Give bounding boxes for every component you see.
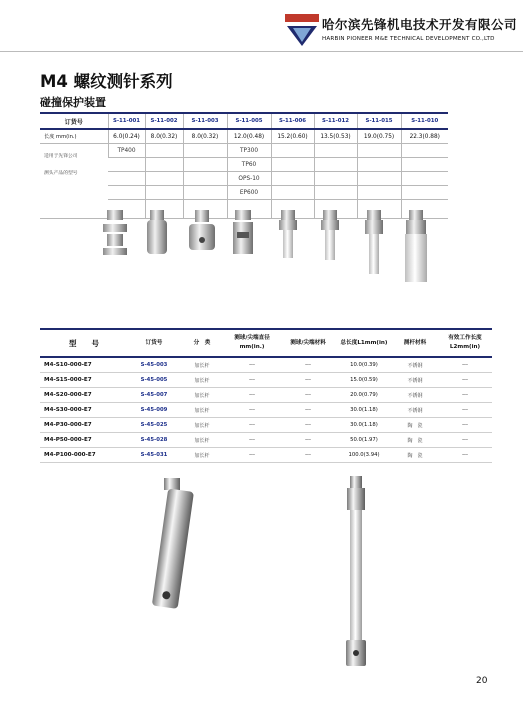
category-cell: 加长杆 [180, 403, 224, 418]
probe-image [233, 210, 253, 254]
ball-material-cell: --- [280, 373, 336, 388]
table-body [40, 357, 492, 463]
header-stylus-material: 测杆材料 [392, 329, 438, 357]
page-number: 20 [476, 676, 488, 686]
total-length-cell: 100.0(3.94) [336, 448, 392, 463]
total-length-cell: 10.0(0.39) [336, 357, 392, 373]
compat-row [40, 144, 448, 158]
extension-bar-table [40, 328, 492, 463]
length-cell: 6.0(0.24) [108, 129, 145, 144]
stylus-material-cell: 不锈钢 [392, 388, 438, 403]
category-cell: 加长杆 [180, 373, 224, 388]
ball-diameter-cell: --- [224, 388, 280, 403]
category-cell: 加长杆 [180, 418, 224, 433]
table-row [40, 433, 492, 448]
company-name-en: HARBIN PIONEER M&E TECHNICAL DEVELOPMENT CO.,LTD [322, 36, 495, 42]
compat-ep600: EP600 [227, 186, 271, 200]
ball-diameter-cell: --- [224, 403, 280, 418]
length-cell: 8.0(0.32) [145, 129, 183, 144]
compat-ops10: OPS-10 [227, 172, 271, 186]
working-length-cell: --- [438, 403, 492, 418]
total-length-cell: 50.0(1.97) [336, 433, 392, 448]
ball-material-cell: --- [280, 357, 336, 373]
header-ball-material: 测球/尖端材料 [280, 329, 336, 357]
length-cell: 8.0(0.32) [183, 129, 227, 144]
table-row [40, 357, 492, 373]
model-cell: M4-P100-000-E7 [40, 448, 128, 463]
code-cell: S-11-010 [401, 113, 448, 129]
ball-material-cell: --- [280, 433, 336, 448]
company-name-cn: 哈尔滨先锋机电技术开发有限公司 [322, 17, 518, 32]
category-cell: 加长杆 [180, 433, 224, 448]
order-code-cell: S-45-005 [128, 373, 180, 388]
length-cell: 12.0(0.48) [227, 129, 271, 144]
compat-tp300: TP300 [227, 144, 271, 158]
total-length-cell: 15.0(0.59) [336, 373, 392, 388]
header-category: 分 类 [180, 329, 224, 357]
probe-image [189, 210, 215, 250]
working-length-cell: --- [438, 418, 492, 433]
stylus-material-cell: 陶 瓷 [392, 433, 438, 448]
code-cell: S-11-003 [183, 113, 227, 129]
header-ball-diameter: 测球/尖端直径mm(in.) [224, 329, 280, 357]
table-row [40, 403, 492, 418]
model-cell: M4-S30-000-E7 [40, 403, 128, 418]
protection-device-images [95, 210, 445, 295]
header-total-length: 总长度L1mm(in) [336, 329, 392, 357]
extension-bar-steel-image [140, 478, 210, 613]
table-row [40, 388, 492, 403]
ball-diameter-cell: --- [224, 373, 280, 388]
category-cell: 加长杆 [180, 388, 224, 403]
length-cell: 13.5(0.53) [314, 129, 357, 144]
header-working-length: 有效工作长度L2mm(in) [438, 329, 492, 357]
extension-bar-ceramic-image [326, 476, 386, 676]
ball-diameter-cell: --- [224, 433, 280, 448]
order-number-row [40, 113, 448, 129]
category-cell: 加长杆 [180, 448, 224, 463]
header-divider [0, 51, 523, 52]
table-header-row [40, 329, 492, 357]
compat-tp400: TP400 [108, 144, 145, 158]
table-row [40, 448, 492, 463]
compat-label: 适用于先锋公司 测头产品的型号 [40, 144, 108, 219]
page-title: M4 螺纹测针系列 [40, 72, 173, 91]
length-row [40, 129, 448, 144]
order-code-cell: S-45-028 [128, 433, 180, 448]
code-cell: S-11-015 [357, 113, 401, 129]
probe-image [147, 210, 167, 254]
order-code-cell: S-45-009 [128, 403, 180, 418]
total-length-cell: 30.0(1.18) [336, 418, 392, 433]
ball-material-cell: --- [280, 403, 336, 418]
collision-protection-table [40, 112, 448, 219]
length-cell: 19.0(0.75) [357, 129, 401, 144]
working-length-cell: --- [438, 433, 492, 448]
order-label: 订货号 [40, 113, 108, 129]
model-cell: M4-S20-000-E7 [40, 388, 128, 403]
header-model: 型 号 [40, 329, 128, 357]
stylus-material-cell: 不锈钢 [392, 357, 438, 373]
compat-tp60: TP60 [227, 158, 271, 172]
order-code-cell: S-45-031 [128, 448, 180, 463]
ball-material-cell: --- [280, 418, 336, 433]
model-cell: M4-S15-000-E7 [40, 373, 128, 388]
code-cell: S-11-002 [145, 113, 183, 129]
order-code-cell: S-45-007 [128, 388, 180, 403]
category-cell: 加长杆 [180, 357, 224, 373]
order-code-cell: S-45-025 [128, 418, 180, 433]
table-row [40, 418, 492, 433]
probe-image [365, 210, 383, 274]
code-cell: S-11-006 [271, 113, 314, 129]
stylus-material-cell: 陶 瓷 [392, 418, 438, 433]
stylus-material-cell: 不锈钢 [392, 403, 438, 418]
section-subtitle: 碰撞保护装置 [40, 96, 106, 109]
probe-image [103, 210, 127, 255]
total-length-cell: 20.0(0.79) [336, 388, 392, 403]
probe-image [405, 210, 427, 282]
order-code-cell: S-45-003 [128, 357, 180, 373]
model-cell: M4-P30-000-E7 [40, 418, 128, 433]
ball-diameter-cell: --- [224, 418, 280, 433]
length-label: 长度 mm(in.) [40, 129, 108, 144]
code-cell: S-11-012 [314, 113, 357, 129]
ball-diameter-cell: --- [224, 357, 280, 373]
probe-image [279, 210, 297, 258]
length-cell: 22.3(0.88) [401, 129, 448, 144]
table-row [40, 373, 492, 388]
ball-diameter-cell: --- [224, 448, 280, 463]
working-length-cell: --- [438, 373, 492, 388]
pioneer-logo [285, 14, 319, 48]
stylus-material-cell: 陶 瓷 [392, 448, 438, 463]
stylus-material-cell: 不锈钢 [392, 373, 438, 388]
ball-material-cell: --- [280, 448, 336, 463]
code-cell: S-11-005 [227, 113, 271, 129]
total-length-cell: 30.0(1.18) [336, 403, 392, 418]
length-cell: 15.2(0.60) [271, 129, 314, 144]
ball-material-cell: --- [280, 388, 336, 403]
header-order: 订货号 [128, 329, 180, 357]
code-cell: S-11-001 [108, 113, 145, 129]
model-cell: M4-S10-000-E7 [40, 357, 128, 373]
probe-image [321, 210, 339, 260]
working-length-cell: --- [438, 388, 492, 403]
working-length-cell: --- [438, 357, 492, 373]
model-cell: M4-P50-000-E7 [40, 433, 128, 448]
working-length-cell: --- [438, 448, 492, 463]
